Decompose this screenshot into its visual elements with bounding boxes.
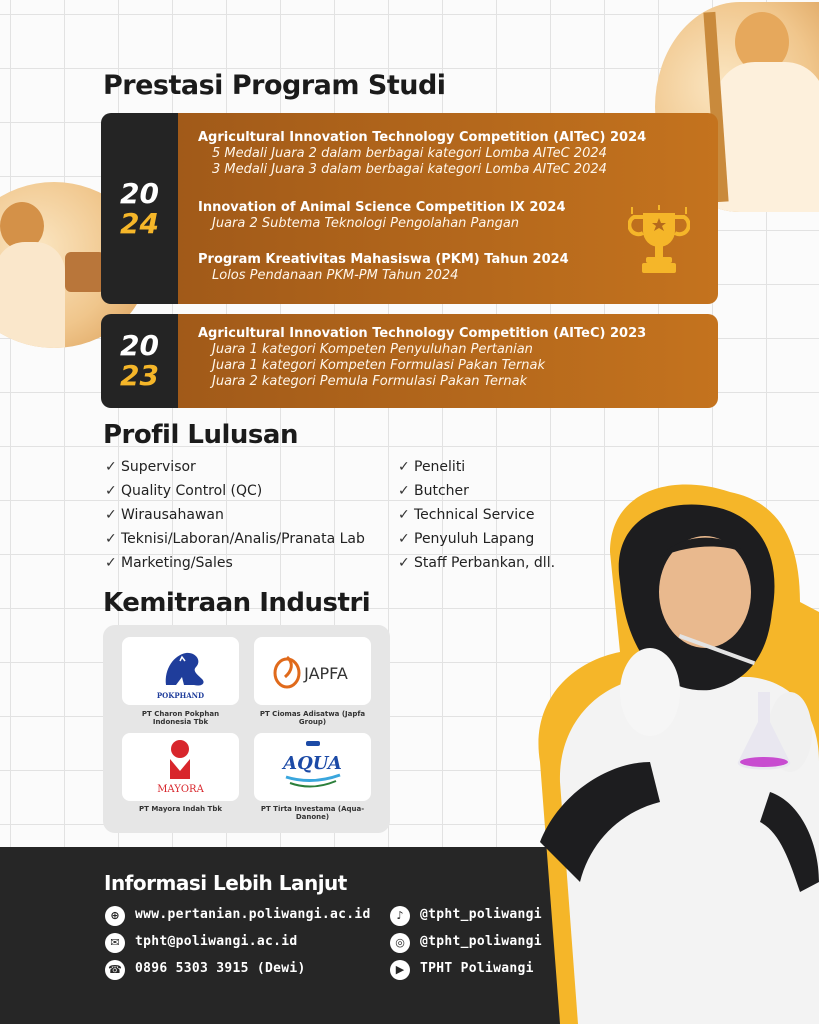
profile-list-left [105,455,365,575]
phone-icon: ☎ [105,960,125,980]
year-top: 20 [120,176,159,210]
svg-text:POKPHAND: POKPHAND [156,691,205,700]
profile-item: ✓ Wirausahawan [105,503,365,527]
aqua-logo-icon [254,733,371,801]
instagram-link[interactable]: @tpht_poliwangi [420,934,542,949]
check-icon: ✓ [398,459,410,475]
achievement-item: 5 Medali Juara 2 dalam berbagai kategori Lomba AITeC 2024 [212,146,607,161]
achievement-title: Innovation of Animal Science Competition IX 2024 [198,200,566,215]
year-bottom: 24 [120,206,159,240]
check-icon: ✓ [105,459,117,475]
kemitraan-heading: Kemitraan Industri [103,588,371,618]
partner-caption: PT Charon Pokphan Indonesia Tbk [141,710,220,726]
svg-text:JAPFA: JAPFA [304,664,348,683]
check-icon: ✓ [105,507,117,523]
achievement-item: Juara 1 kategori Kompeten Penyuluhan Pertanian [212,342,533,357]
profile-item: ✓ Penyuluh Lapang [398,527,555,551]
achievement-title: Program Kreativitas Mahasiswa (PKM) Tahun 2024 [198,252,569,267]
informasi-heading: Informasi Lebih Lanjut [104,871,347,895]
trophy-icon [628,205,690,287]
year-badge-2023 [101,314,178,408]
mail-icon: ✉ [105,933,125,953]
profile-item: ✓ Marketing/Sales [105,551,365,575]
partner-caption: PT Tirta Investama (Aqua-Danone) [260,805,365,821]
year-top: 20 [120,329,159,362]
profile-item: ✓ Quality Control (QC) [105,479,365,503]
achievement-item: 3 Medali Juara 3 dalam berbagai kategori Lomba AITeC 2024 [212,162,607,177]
profile-item: ✓ Peneliti [398,455,555,479]
globe-icon: ⊕ [105,906,125,926]
instagram-icon: ◎ [390,933,410,953]
profile-item: ✓ Technical Service [398,503,555,527]
phone-link[interactable]: 0896 5303 3915 (Dewi) [135,961,306,976]
partner-panel [103,625,390,833]
achievement-card-2023 [101,314,718,408]
profile-item: ✓ Butcher [398,479,555,503]
year-bottom: 23 [120,359,159,392]
prestasi-heading: Prestasi Program Studi [103,70,446,101]
check-icon: ✓ [105,555,117,571]
youtube-link[interactable]: TPHT Poliwangi [420,961,534,976]
partner-caption: PT Mayora Indah Tbk [139,805,222,813]
achievement-item: Juara 1 kategori Kompeten Formulasi Pakan Ternak [212,358,546,373]
achievement-item: Juara 2 Subtema Teknologi Pengolahan Pangan [212,216,520,231]
partner-logo-japfa [254,637,371,705]
profile-item: ✓ Supervisor [105,455,365,479]
check-icon: ✓ [398,483,410,499]
svg-text:AQUA: AQUA [283,753,342,774]
profil-heading: Profil Lulusan [103,420,298,450]
profile-item: ✓ Teknisi/Laboran/Analis/Pranata Lab [105,527,365,551]
achievement-list-2023 [178,314,718,408]
year-badge-2024 [101,113,178,304]
check-icon: ✓ [398,531,410,547]
youtube-icon: ▶ [390,960,410,980]
achievement-item: Lolos Pendanaan PKM-PM Tahun 2024 [212,268,459,283]
achievement-list-2024 [178,113,718,304]
achievement-title: Agricultural Innovation Technology Competition (AITeC) 2023 [198,326,647,341]
partner-logo-mayora [122,733,239,801]
email-link[interactable]: tpht@poliwangi.ac.id [135,934,298,949]
japfa-logo-icon [254,637,371,705]
achievement-item: Juara 2 kategori Pemula Formulasi Pakan Ternak [212,374,528,389]
tiktok-link[interactable]: @tpht_poliwangi [420,907,542,922]
lion-logo-icon [122,637,239,705]
student-photo [500,462,819,1024]
achievement-card-2024 [101,113,718,304]
partner-logo-pokphand [122,637,239,705]
check-icon: ✓ [105,483,117,499]
check-icon: ✓ [398,555,410,571]
check-icon: ✓ [105,531,117,547]
partner-caption: PT Ciomas Adisatwa (Japfa Group) [259,710,366,726]
achievement-title: Agricultural Innovation Technology Competition (AITeC) 2024 [198,130,647,145]
tiktok-icon: ♪ [390,906,410,926]
check-icon: ✓ [398,507,410,523]
website-link[interactable]: www.pertanian.poliwangi.ac.id [135,907,371,922]
svg-text:MAYORA: MAYORA [157,784,204,795]
profile-item: ✓ Staff Perbankan, dll. [398,551,555,575]
mayora-logo-icon [122,733,239,801]
partner-logo-aqua [254,733,371,801]
